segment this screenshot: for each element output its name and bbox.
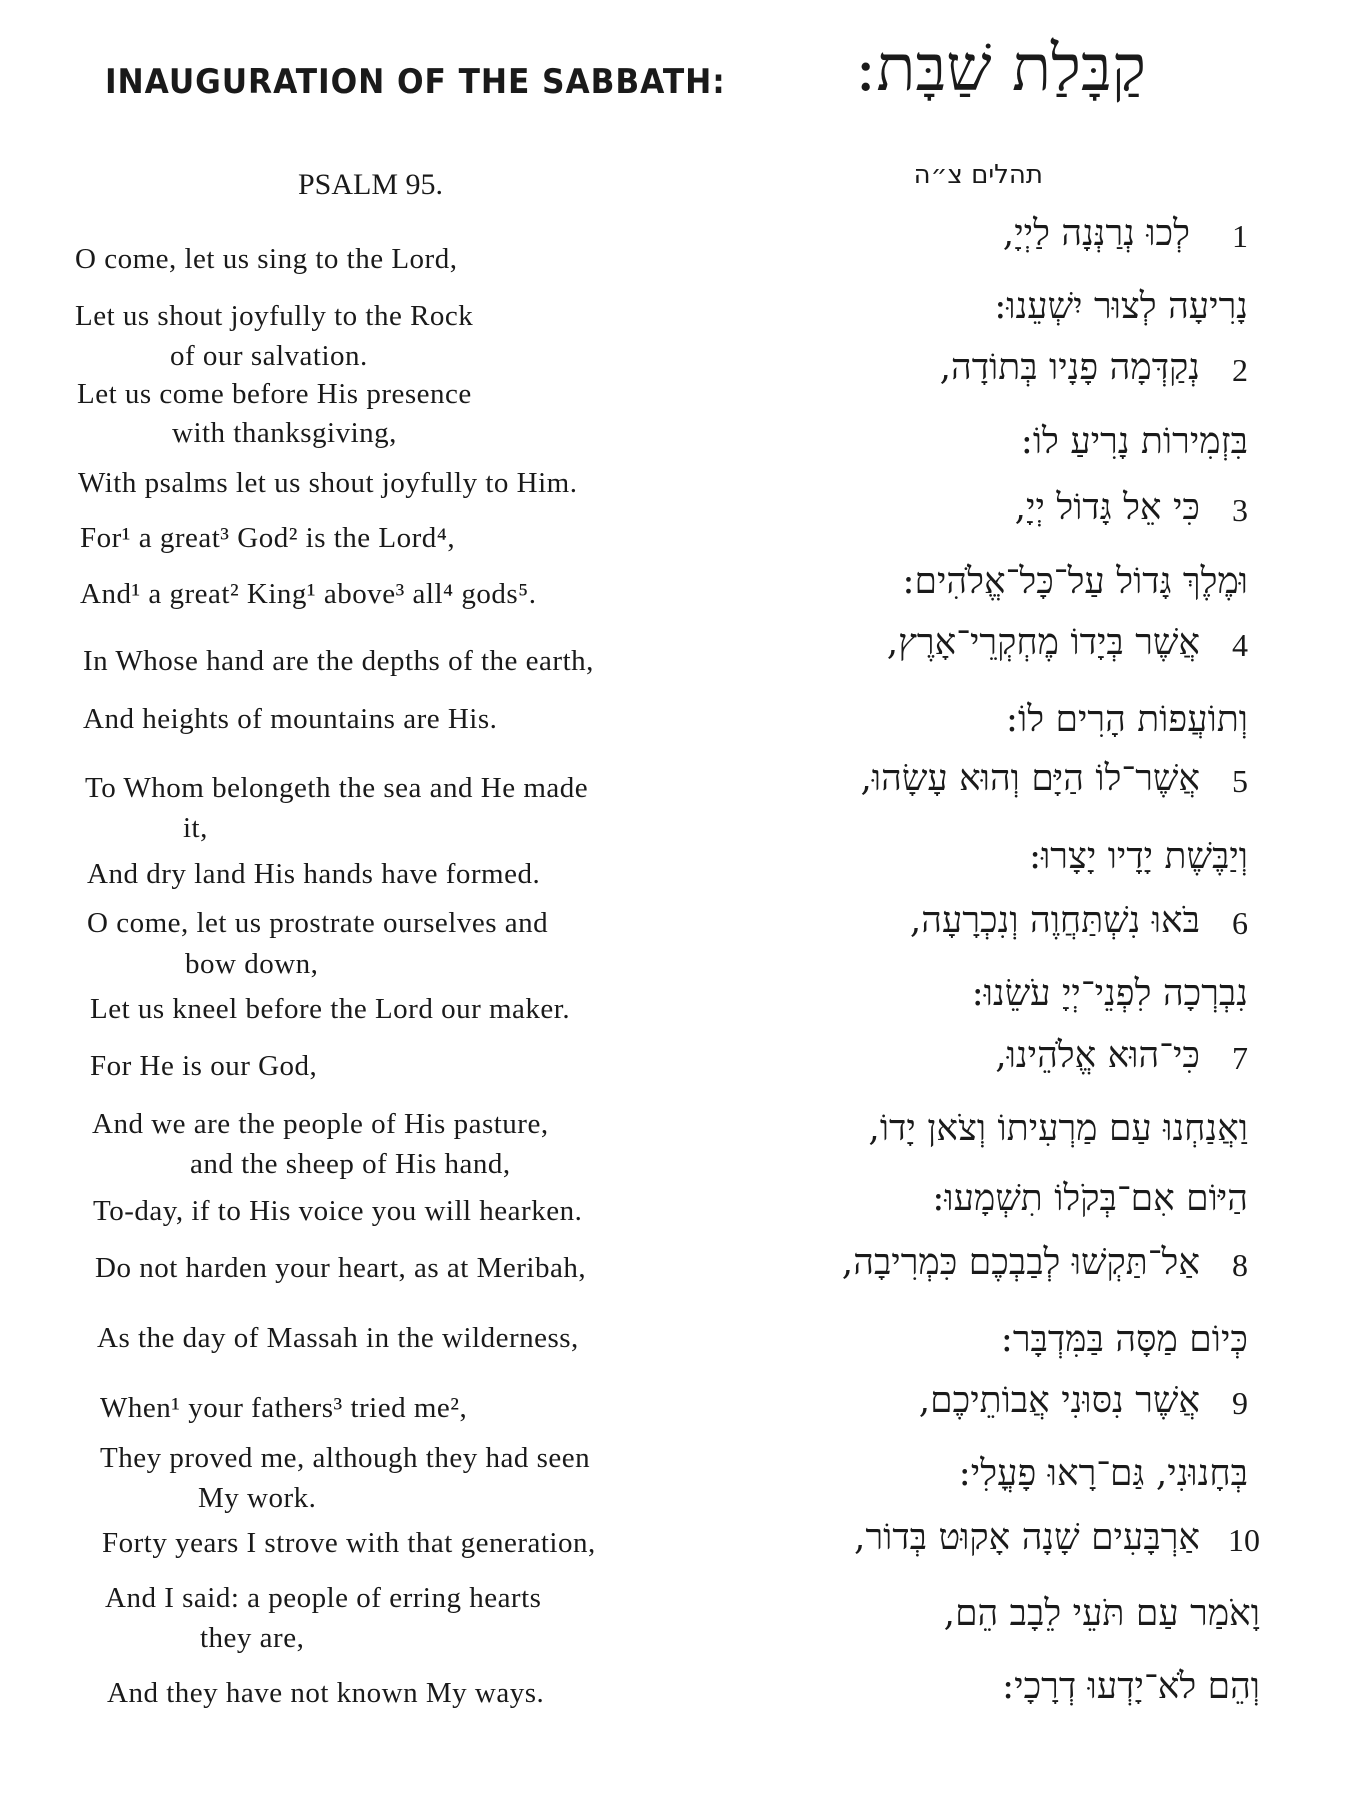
english-line: With psalms let us shout joyfully to Him.	[78, 467, 578, 499]
english-line: Do not harden your heart, as at Meribah,	[95, 1252, 587, 1284]
hebrew-line: כִּי־הוּא אֱלֹהֵינוּ,	[995, 1035, 1200, 1076]
english-line: Let us shout joyfully to the Rock	[75, 300, 474, 332]
english-line: and the sheep of His hand,	[190, 1148, 511, 1180]
hebrew-line: בִּזְמִירוֹת נָרִיעַ לוֹ:	[1020, 421, 1248, 462]
english-line: with thanksgiving,	[172, 417, 397, 449]
hebrew-line: נִבְרְכָה לִפְנֵי־יְיָ עֹשֵׂנוּ:	[971, 973, 1248, 1014]
verse-number: 5	[1232, 763, 1248, 799]
english-line: For¹ a great³ God² is the Lord⁴,	[80, 522, 456, 554]
english-line: Let us kneel before the Lord our maker.	[90, 993, 571, 1025]
hebrew-line: כִּי אֵל גָּדוֹל יְיָ,	[1014, 487, 1200, 528]
verse-number: 6	[1232, 905, 1248, 941]
hebrew-line: אַל־תַּקְשׁוּ לְבַבְכֶם כִּמְרִיבָה,	[841, 1242, 1200, 1283]
hebrew-line: נְקַדְּמָה פָנָיו בְּתוֹדָה,	[939, 347, 1200, 388]
english-line: My work.	[198, 1482, 317, 1514]
hebrew-line: נָרִיעָה לְצוּר יִשְׁעֵנוּ:	[994, 286, 1248, 327]
title-english: INAUGURATION OF THE SABBATH:	[105, 62, 726, 102]
english-line: And heights of mountains are His.	[83, 703, 498, 735]
psalm-heading-hebrew: תהלים צ״ה	[913, 160, 1043, 190]
hebrew-line: בְּחָנוּנִי, גַּם־רָאוּ פָעֳלִי:	[958, 1453, 1248, 1494]
hebrew-line: וּמֶלֶךְ גָּדוֹל עַל־כָּל־אֱלֹהִים:	[902, 561, 1248, 602]
english-line: O come, let us sing to the Lord,	[75, 243, 458, 275]
hebrew-line: אֲשֶׁר נִסּוּנִי אֲבוֹתֵיכֶם,	[918, 1380, 1200, 1421]
hebrew-line: אַרְבָּעִים שָׁנָה אָקוּט בְּדוֹר,	[854, 1517, 1200, 1558]
verse-number: 7	[1232, 1040, 1248, 1076]
english-line: Let us come before His presence	[77, 378, 472, 410]
english-line: they are,	[200, 1622, 305, 1654]
english-line: And they have not known My ways.	[107, 1677, 545, 1709]
hebrew-line: כְּיוֹם מַסָּה בַּמִּדְבָּר:	[1000, 1319, 1248, 1360]
verse-number: 3	[1232, 492, 1248, 528]
english-line: of our salvation.	[170, 340, 368, 372]
english-line: bow down,	[185, 948, 319, 980]
hebrew-line: וְיַבֶּשֶׁת יָדָיו יָצָרוּ:	[1028, 836, 1248, 877]
english-line: And¹ a great² King¹ above³ all⁴ gods⁵.	[80, 578, 537, 610]
english-line: To Whom belongeth the sea and He made	[85, 772, 589, 804]
hebrew-line: אֲשֶׁר־לוֹ הַיָּם וְהוּא עָשָׂהוּ,	[860, 758, 1200, 799]
hebrew-line: לְכוּ נְרַנְּנָה לַיְיָ,	[1002, 213, 1190, 254]
hebrew-line: וְתוֹעֲפוֹת הָרִים לוֹ:	[1005, 699, 1248, 740]
english-line: Forty years I strove with that generation,	[102, 1527, 596, 1559]
english-line: And dry land His hands have formed.	[87, 858, 541, 890]
english-line: O come, let us prostrate ourselves and	[87, 907, 549, 939]
english-line: They proved me, although they had seen	[100, 1442, 591, 1474]
english-line: To-day, if to His voice you will hearken.	[93, 1195, 583, 1227]
english-line: And I said: a people of erring hearts	[105, 1582, 542, 1614]
english-line: As the day of Massah in the wilderness,	[97, 1322, 579, 1354]
verse-number: 2	[1232, 352, 1248, 388]
english-line: And we are the people of His pasture,	[92, 1108, 549, 1140]
hebrew-line: וָאֹמַר עַם תֹּעֵי לֵבָב הֵם,	[943, 1593, 1260, 1634]
english-line: For He is our God,	[90, 1050, 318, 1082]
hebrew-line: וְהֵם לֹא־יָדְעוּ דְרָכָי:	[1002, 1666, 1260, 1707]
title-hebrew: קַבָּלַת שַׁבָּת:	[854, 32, 1146, 106]
verse-number: 9	[1232, 1385, 1248, 1421]
hebrew-column	[740, 0, 1300, 1793]
english-line: When¹ your fathers³ tried me²,	[100, 1392, 468, 1424]
english-line: it,	[183, 812, 208, 844]
verse-number: 10	[1228, 1522, 1260, 1558]
hebrew-line: אֲשֶׁר בְּיָדוֹ מֶחְקְרֵי־אָרֶץ,	[886, 622, 1200, 663]
verse-number: 4	[1232, 627, 1248, 663]
hebrew-line: הַיּוֹם אִם־בְּקֹלוֹ תִשְׁמָעוּ:	[932, 1178, 1248, 1219]
english-line: In Whose hand are the depths of the earth,	[83, 645, 594, 677]
verse-number: 1	[1232, 218, 1248, 254]
hebrew-line: וַאֲנַחְנוּ עַם מַרְעִיתוֹ וְצֹאן יָדוֹ,	[868, 1108, 1248, 1149]
hebrew-line: בֹּאוּ נִשְׁתַּחֲוֶה וְנִכְרָעָה,	[909, 900, 1200, 941]
psalm-heading-english: PSALM 95.	[298, 168, 444, 201]
verse-number: 8	[1232, 1247, 1248, 1283]
